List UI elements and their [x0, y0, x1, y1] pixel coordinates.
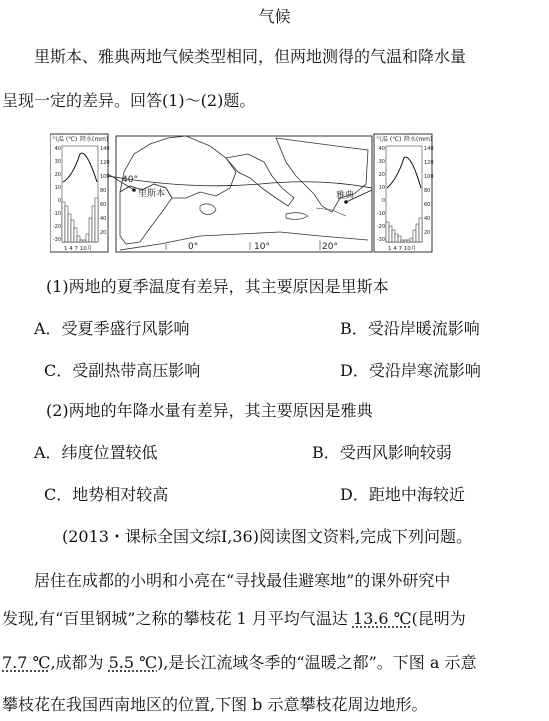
passage-line-2-b: (昆明为: [411, 609, 466, 628]
passage-line-3: [2, 652, 476, 674]
latitude-label: 40°: [122, 175, 138, 185]
q2-option-d[interactable]: D．距地中海较近: [340, 485, 465, 504]
left-chart-precip-bar: [86, 234, 89, 242]
right-chart-temp-tick: 30: [378, 159, 385, 165]
panzhihua-temp: 13.6 ℃: [352, 609, 412, 628]
right-chart-rain-tick: 60: [424, 202, 431, 208]
passage-line-2-a: 发现,有“百里钢城”之称的攀枝花 1 月平均气温达: [2, 609, 353, 628]
right-chart-temp-tick: 40: [378, 146, 385, 152]
left-chart-temp-tick: 40: [54, 146, 61, 152]
page-title: 气候: [258, 7, 291, 26]
left-chart-rain-header: 降水(mm): [80, 136, 109, 143]
left-chart-precip-bar: [95, 198, 98, 242]
right-chart-rain-tick: 80: [424, 188, 431, 194]
intro-line-2: 呈现一定的差异。回答(1)～(2)题。: [2, 91, 256, 110]
right-chart-rain-header: 降水(mm): [404, 136, 433, 143]
left-chart-precip-bar: [77, 236, 80, 242]
passage-line-4: 攀枝花在我国西南地区的位置,下图 b 示意攀枝花周边地形。: [2, 695, 428, 714]
left-chart-precip-bar: [80, 240, 83, 242]
q2-stem: (2)两地的年降水量有差异，其主要原因是雅典: [46, 401, 373, 420]
left-chart-precip-bar: [74, 228, 77, 242]
lisbon-marker: [132, 188, 136, 192]
right-chart-temp-tick: 0: [381, 198, 385, 204]
q1-stem: (1)两地的夏季温度有差异，其主要原因是里斯本: [46, 277, 389, 296]
left-chart-temp-tick: 10: [54, 185, 61, 191]
right-chart-temp-header: 气温 (℃): [376, 136, 402, 143]
right-chart-rain-tick: 120: [424, 160, 434, 166]
left-chart-precip-bar: [89, 218, 92, 242]
right-chart-precip-bar: [404, 240, 407, 242]
right-chart-temp-tick: 10: [378, 185, 385, 191]
q1-option-a[interactable]: A．受夏季盛行风影响: [34, 319, 190, 338]
right-chart-precip-bar: [419, 218, 422, 242]
right-chart-precip-bar: [398, 236, 401, 242]
climate-figure: [50, 132, 490, 260]
right-chart-precip-bar: [392, 230, 395, 242]
left-chart-rain-tick: 40: [100, 216, 107, 222]
longitude-label-10: 10°: [254, 242, 270, 252]
right-chart-temp-tick: 20: [378, 172, 385, 178]
left-chart-temp-tick: -30: [52, 237, 61, 243]
city-label-athens: 雅典: [336, 191, 355, 201]
left-chart-rain-tick: 140: [100, 146, 110, 152]
right-chart-precip-bar: [407, 240, 410, 242]
left-chart-temp-tick: 0: [57, 198, 61, 204]
right-chart-precip-bar: [413, 230, 416, 242]
right-chart-precip-bar: [395, 234, 398, 242]
right-chart-rain-tick: 140: [424, 146, 434, 152]
right-chart-rain-tick: 20: [424, 230, 431, 236]
left-chart-rain-tick: 100: [100, 174, 110, 180]
right-chart-temp-tick: -10: [376, 211, 385, 217]
left-chart-precip-bar: [83, 240, 86, 242]
left-chart-precip-bar: [68, 214, 71, 242]
left-chart-precip-bar: [92, 206, 95, 242]
q2-option-b[interactable]: B．受西风影响较弱: [312, 443, 452, 462]
left-chart-precip-bar: [71, 220, 74, 242]
left-chart-rain-tick: 80: [100, 188, 107, 194]
q1-option-d[interactable]: D．受沿岸寒流影响: [340, 361, 481, 380]
passage-line-3-a: ,成都为: [50, 653, 109, 672]
q2-option-a[interactable]: A．纬度位置较低: [34, 443, 158, 462]
longitude-label-0: 0°: [188, 242, 199, 252]
left-chart-precip-bar: [65, 206, 68, 242]
right-chart-precip-bar: [401, 240, 404, 242]
kunming-temp: 7.7 ℃: [2, 653, 51, 672]
q2-option-c[interactable]: C．地势相对较高: [44, 485, 169, 504]
intro-line-1: 里斯本、雅典两地气候类型相同，但两地测得的气温和降水量: [34, 47, 467, 66]
left-chart-temp-tick: 30: [54, 159, 61, 165]
longitude-label-20: 20°: [322, 242, 338, 252]
left-chart-temp-tick: -10: [52, 211, 61, 217]
right-chart-month-ticks: 1 4 7 10月: [388, 246, 417, 252]
right-chart-rain-tick: 40: [424, 216, 431, 222]
left-chart-rain-tick: 20: [100, 230, 107, 236]
left-chart-precip-bar: [62, 202, 65, 242]
right-chart-temp-tick: -30: [376, 237, 385, 243]
right-chart-precip-bar: [386, 222, 389, 242]
chengdu-temp: 5.5 ℃: [108, 653, 158, 672]
left-chart-month-ticks: 1 4 7 10月: [64, 246, 93, 252]
right-chart-precip-bar: [389, 226, 392, 242]
right-chart-precip-bar: [416, 224, 419, 242]
left-chart-rain-tick: 60: [100, 202, 107, 208]
q1-option-b[interactable]: B．受沿岸暖流影响: [340, 319, 480, 338]
right-chart-temp-tick: -20: [376, 224, 385, 230]
left-chart-temp-tick: 20: [54, 172, 61, 178]
q1-option-c[interactable]: C．受副热带高压影响: [44, 361, 201, 380]
passage-line-3-b: ),是长江流域冬季的“温暖之都”。下图 a 示意: [157, 653, 477, 672]
left-chart-temp-header: 气温 (℃): [52, 136, 78, 143]
left-chart-temp-tick: -20: [52, 224, 61, 230]
right-chart-precip-bar: [410, 238, 413, 242]
passage-line-2: [2, 608, 466, 630]
city-label-lisbon: 里斯本: [138, 189, 166, 199]
right-chart-rain-tick: 100: [424, 174, 434, 180]
source-line: (2013・课标全国文综Ⅰ,36)阅读图文资料,完成下列问题。: [62, 527, 473, 546]
left-chart-rain-tick: 120: [100, 160, 110, 166]
passage-line-1: 居住在成都的小明和小亮在“寻找最佳避寒地”的课外研究中: [34, 571, 451, 590]
